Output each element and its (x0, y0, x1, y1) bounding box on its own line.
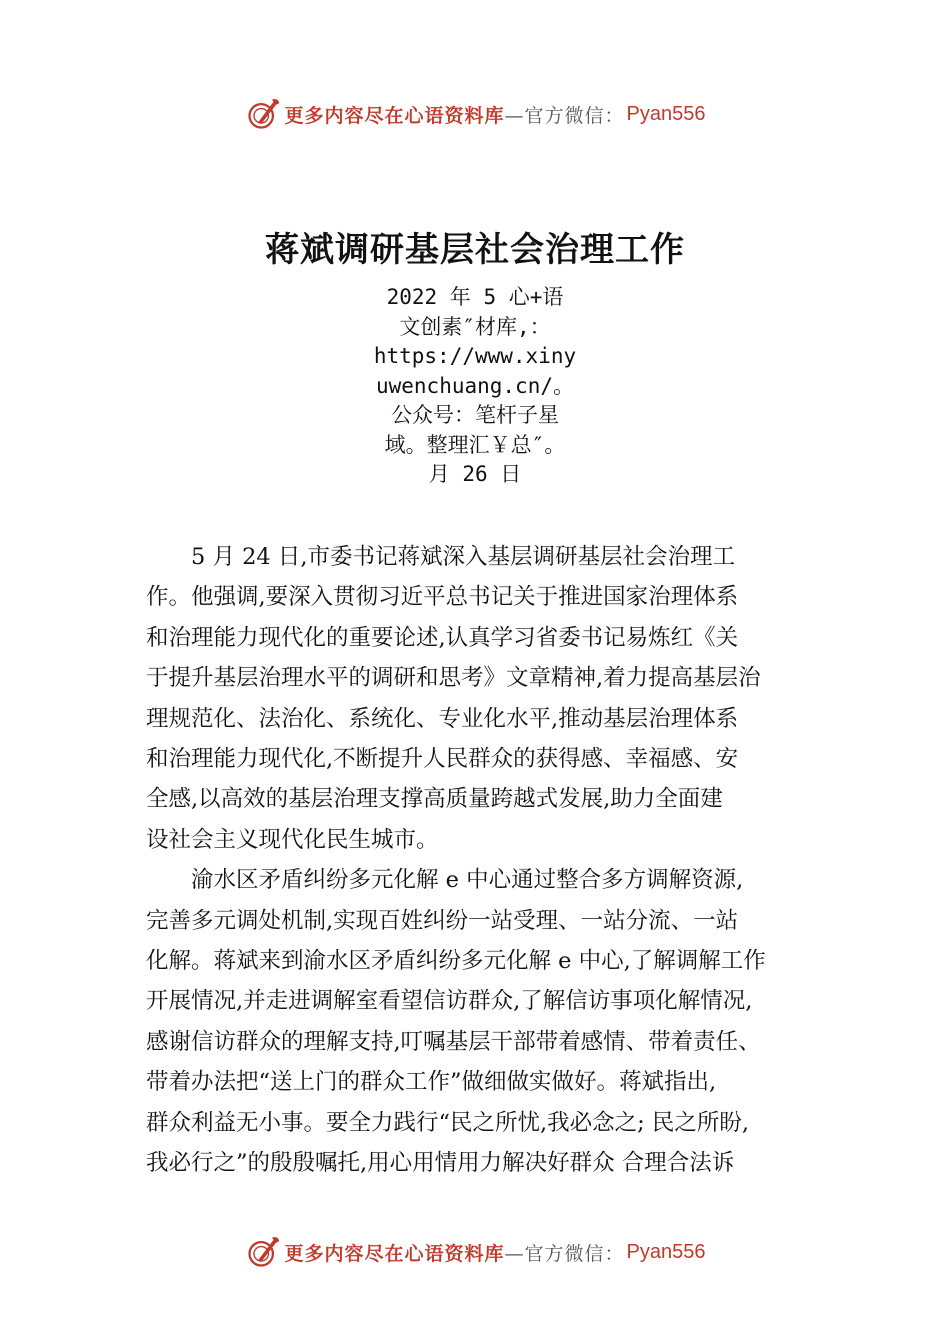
text-line: 化解。蒋斌来到渝水区矛盾纠纷多元化解 e 中心,了解调解工作 (146, 948, 766, 975)
article-body (146, 537, 836, 1184)
banner-wechat-id: Pyan556 (626, 102, 706, 125)
text-line: 我必行之”的殷殷嘱托,用心用情用力解决好群众 合理合法诉 (146, 1150, 735, 1177)
dateline-line: 公众号：笔杆子星 (391, 403, 559, 427)
text-line: 5 月 24 日,市委书记蒋斌深入基层调研基层社会治理工 (191, 544, 736, 570)
document-title: 蒋斌调研基层社会治理工作 (265, 230, 685, 270)
dateline (0, 283, 950, 490)
footer-banner (0, 1232, 950, 1272)
text-line: 感谢信访群众的理解支持,叮嘱基层干部带着感情、带着责任、 (146, 1028, 761, 1055)
text-line: 于提升基层治理水平的调研和思考》文章精神,着力提高基层治 (146, 665, 761, 692)
dateline-line: 2022 年 5 心+语 (386, 285, 564, 309)
text-line: 理规范化、法治化、系统化、专业化水平,推动基层治理体系 (146, 705, 739, 732)
banner-wechat-label: —官方微信： (504, 104, 625, 127)
paragraph-2 (146, 860, 836, 1183)
text-line: 完善多元调处机制,实现百姓纠纷一站受理、一站分流、一站 (146, 907, 739, 934)
banner-library-text: 更多内容尽在心语资料库 (284, 104, 505, 127)
banner-wechat-id: Pyan556 (626, 1240, 706, 1263)
text-line: 开展情况,并走进调解室看望信访群众,了解信访事项化解情况, (146, 988, 753, 1015)
paragraph-1 (146, 537, 836, 860)
text-line: 带着办法把“送上门的群众工作”做细做实做好。蒋斌指出, (146, 1069, 717, 1096)
banner-library-text: 更多内容尽在心语资料库 (284, 1242, 505, 1265)
text-line: 和治理能力现代化,不断提升人民群众的获得感、幸福感、安 (146, 746, 739, 773)
text-line: 设社会主义现代化民生城市。 (146, 826, 439, 853)
text-line: 作。他强调,要深入贯彻习近平总书记关于推进国家治理体系 (146, 584, 739, 611)
quill-pen-logo-icon (245, 96, 281, 132)
text-line: 和治理能力现代化的重要论述,认真学习省委书记易炼红《关 (146, 624, 739, 651)
dateline-line: 文创素″材库,： (399, 314, 551, 339)
header-banner (0, 94, 950, 134)
dateline-line: uwenchuang.cn/。 (375, 373, 574, 398)
text-line: 全感,以高效的基层治理支撑高质量跨越式发展,助力全面建 (146, 786, 723, 813)
dateline-line: 月 26 日 (428, 462, 522, 486)
text-line: 渝水区矛盾纠纷多元化解 e 中心通过整合多方调解资源, (191, 867, 744, 894)
quill-pen-logo-icon (245, 1234, 281, 1270)
dateline-line: https://www.xiny (373, 344, 577, 368)
text-line: 群众利益无小事。要全力践行“民之所忧,我必念之; 民之所盼, (146, 1109, 750, 1136)
banner-wechat-label: —官方微信： (504, 1242, 625, 1265)
dateline-line: 域。整理汇￥总″。 (384, 432, 566, 457)
